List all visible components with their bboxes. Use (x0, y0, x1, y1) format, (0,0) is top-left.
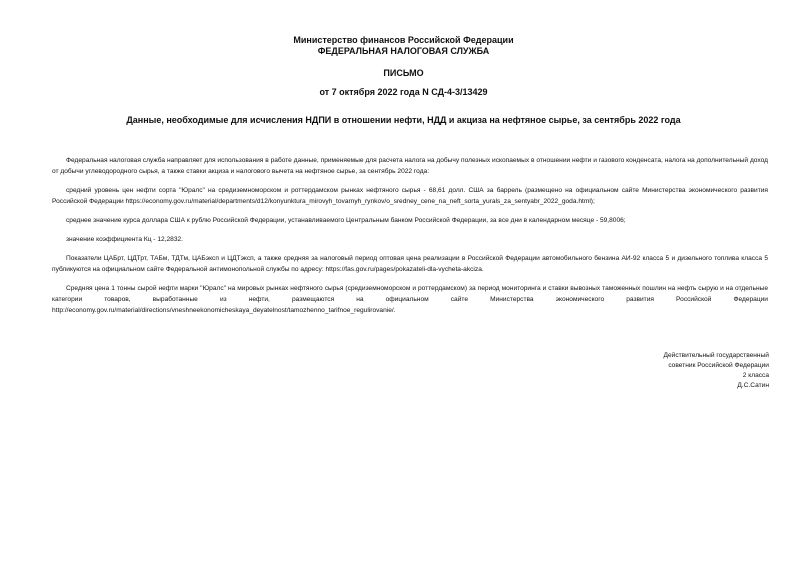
service-heading: ФЕДЕРАЛЬНАЯ НАЛОГОВАЯ СЛУЖБА (317, 46, 490, 56)
ministry-heading: Министерство финансов Российской Федерации (293, 35, 514, 45)
paragraph-urals-price: средний уровень цен нефти сорта "Юралс" на средиземноморском и роттердамском рынках нефтяного сырья - 68,61 долл. США за баррель (размещено на официальном сайте Министерства экономического развития Российской Федерации https://economy.gov.ru/material/departments/d12/konyunktura_mirovyh_tovarnyh_rynkov/o_sredney_cene_na_neft_sorta_yurals_za_sentyabr_2022_goda.html); (52, 187, 768, 205)
document-subject: Данные, необходимые для исчисления НДПИ в отношении нефти, НДД и акциза на нефтяное сырье, за сентябрь 2022 года (126, 115, 681, 125)
signatory-name: Д.С.Сатин (737, 382, 769, 389)
signature-block (664, 351, 770, 391)
paragraph-customs-duties: Средняя цена 1 тонны сырой нефти марки "Юралс" на мировых рынках нефтяного сырья (средиземноморском и роттердамском) за период мониторинга и ставки вывозных таможенных пошлин на нефть сырую и на отдельные категории товаров, выработанные из нефти, размещаются на официальном сайте Министерства экономического развития Российской Федерации http://economy.gov.ru/material/directions/vneshneekonomicheskaya_deyatelnost/tamozhenno_tarifnoe_regulirovanie/. (52, 285, 768, 314)
document-date-number: от 7 октября 2022 года N СД-4-3/13429 (319, 87, 488, 97)
paragraph-usd-rate: среднее значение курса доллара США к рублю Российской Федерации, устанавливаемого Центральным банком Российской Федерации, за все дни в календарном месяце - 59,8006; (66, 217, 626, 224)
signature-title-line3: 2 класса (742, 372, 769, 379)
signature-title-line2: советник Российской Федерации (668, 362, 769, 369)
signature-title-line1: Действительный государственный (663, 352, 769, 359)
document-body (52, 155, 768, 324)
paragraph-intro: Федеральная налоговая служба направляет для использования в работе данные, применяемые для расчета налога на добычу полезных ископаемых в отношении нефти и газового конденсата, налога на дополнительный доход от добычи углеводородного сырья, а также ставки акциза и налогового вычета на нефтяное сырье, за сентябрь 2022 года: (52, 157, 768, 175)
document-type: ПИСЬМО (383, 68, 424, 78)
paragraph-fas-indicators: Показатели ЦАБрт, ЦДТрт, ТАБм, ТДТм, ЦАБэксп и ЦДТэксп, а также средняя за налоговый период оптовая цена реализации в Российской Федерации автомобильного бензина АИ-92 класса 5 и дизельного топлива класса 5 публикуются на официальном сайте Федеральной антимонопольной службы по адресу: https://fas.gov.ru/pages/pokazateli-dla-vycheta-akciza. (52, 255, 768, 273)
paragraph-coefficient: значение коэффициента Кц - 12,2832. (66, 236, 183, 243)
